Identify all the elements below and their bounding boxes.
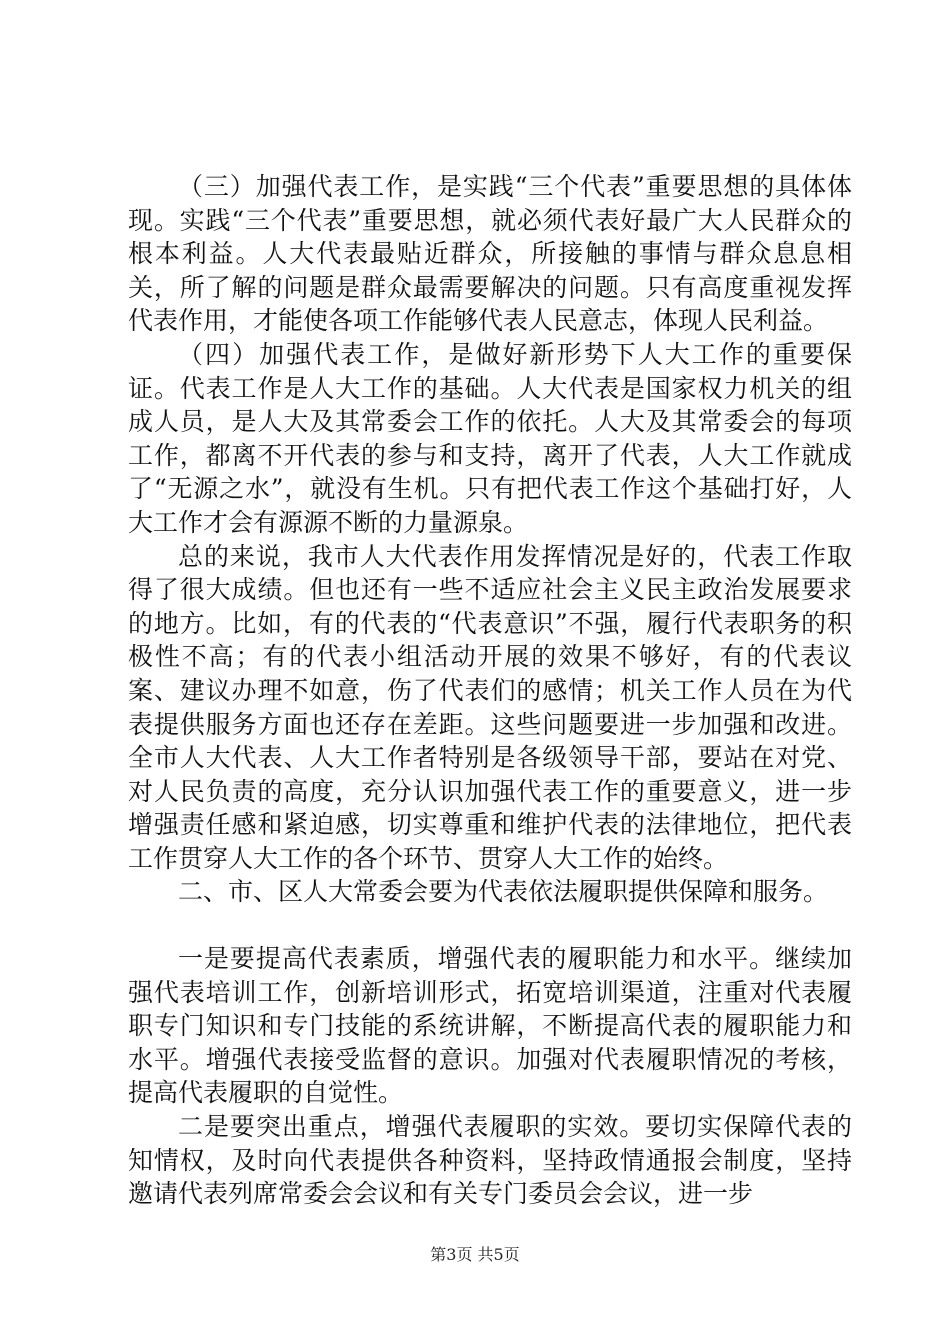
paragraph-second-point: 二是要突出重点，增强代表履职的实效。要切实保障代表的知情权，及时向代表提供各种资料，坚持政情通报会制度，坚持邀请代表列席常委会会议和有关专门委员会会议，进一步 xyxy=(128,1112,852,1209)
document-body xyxy=(128,170,852,1211)
paragraph-four: （四）加强代表工作，是做好新形势下人大工作的重要保证。代表工作是人大工作的基础。人大代表是国家权力机关的组成人员，是人大及其常委会工作的依托。人大及其常委会的每项工作，都离不开代表的参与和支持，离开了代表，人大工作就成了“无源之水”，就没有生机。只有把代表工作这个基础打好，人大工作才会有源源不断的力量源泉。 xyxy=(128,339,852,537)
section-heading-two: 二、市、区人大常委会要为代表依法履职提供保障和服务。 xyxy=(178,877,829,907)
paragraph-first-point: 一是要提高代表素质，增强代表的履职能力和水平。继续加强代表培训工作，创新培训形式，拓宽培训渠道，注重对代表履职专门知识和专门技能的系统讲解，不断提高代表的履职能力和水平。增强代表接受监督的意识。加强对代表履职情况的考核，提高代表履职的自觉性。 xyxy=(128,944,852,1108)
paragraph-three: （三）加强代表工作，是实践“三个代表”重要思想的具体体现。实践“三个代表”重要思想，就必须代表好最广大人民群众的根本利益。人大代表最贴近群众，所接触的事情与群众息息相关，所了解的问题是群众最需要解决的问题。只有高度重视发挥代表作用，才能使各项工作能够代表人民意志，体现人民利益。 xyxy=(128,172,852,336)
paragraph-summary: 总的来说，我市人大代表作用发挥情况是好的，代表工作取得了很大成绩。但也还有一些不适应社会主义民主政治发展要求的地方。比如，有的代表的“代表意识”不强，履行代表职务的积极性不高；有的代表小组活动开展的效果不够好，有的代表议案、建议办理不如意，伤了代表们的感情；机关工作人员在为代表提供服务方面也还存在差距。这些问题要进一步加强和改进。全市人大代表、人大工作者特别是各级领导干部，要站在对党、对人民负责的高度，充分认识加强代表工作的重要意义，进一步增强责任感和紧迫感，切实尊重和维护代表的法律地位，把代表工作贯穿人大工作的各个环节、贯穿人大工作的始终。 xyxy=(128,541,852,873)
page-number-footer: 第3页 共5页 xyxy=(430,1245,520,1264)
